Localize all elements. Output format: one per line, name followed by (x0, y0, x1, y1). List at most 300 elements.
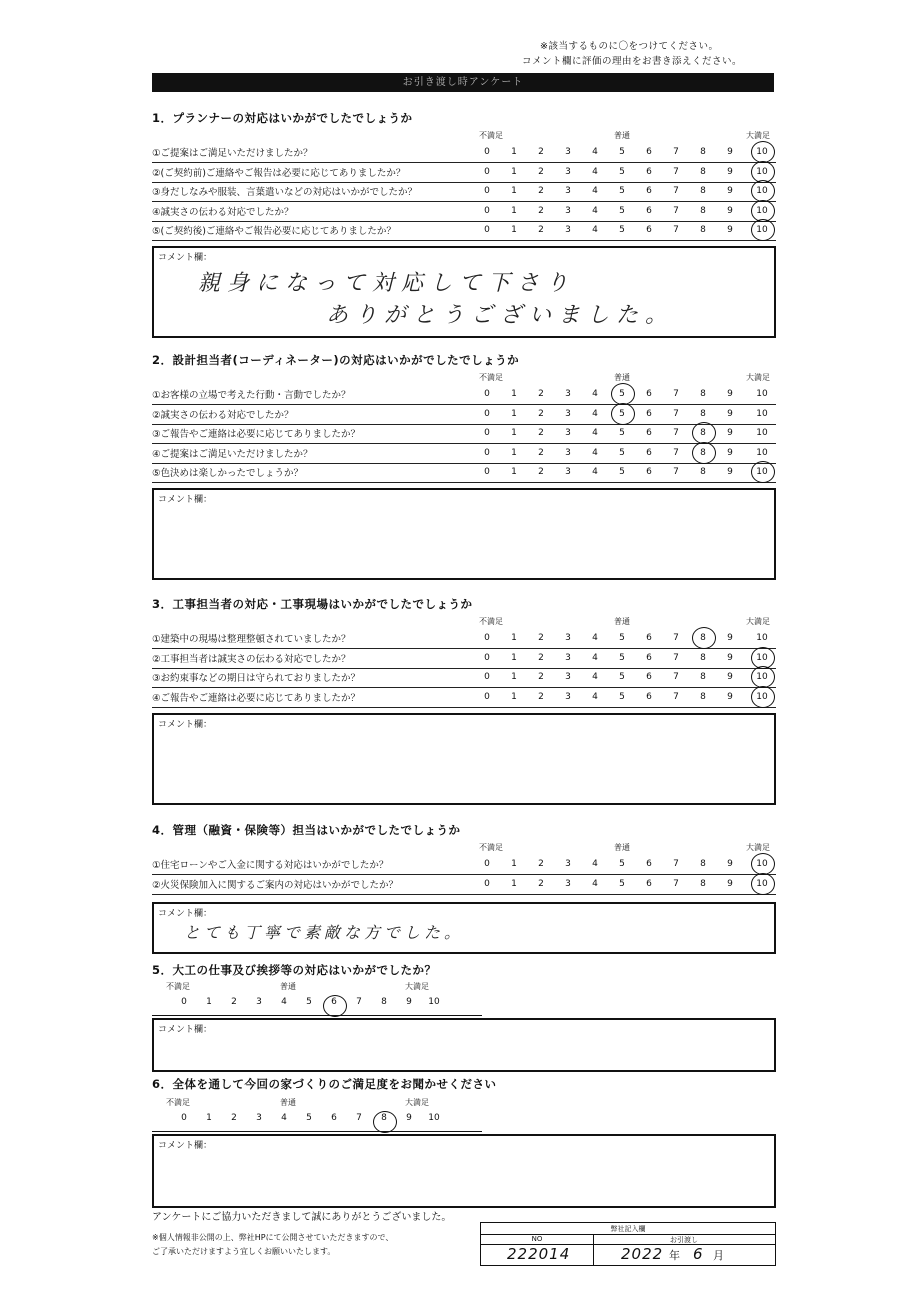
rating-option-8[interactable]: 8 (700, 652, 706, 663)
rating-option-0[interactable]: 0 (484, 878, 490, 889)
selected-rating-circle (611, 403, 635, 425)
rating-option-7[interactable]: 7 (356, 997, 362, 1007)
rating-option-2[interactable]: 2 (538, 408, 544, 419)
scale-underline (152, 1131, 482, 1132)
rating-option-3[interactable]: 3 (565, 428, 571, 438)
rating-option-1[interactable]: 1 (511, 447, 517, 458)
question-row (152, 855, 776, 875)
thanks-text: アンケートにご協力いただきまして誠にありがとうございました。 (152, 1212, 452, 1223)
rating-option-4[interactable]: 4 (592, 225, 598, 235)
rating-option-3[interactable]: 3 (256, 1113, 262, 1123)
scale-label-mid: 普通 (614, 617, 630, 626)
rating-option-6[interactable]: 6 (331, 997, 337, 1007)
rating-option-8[interactable]: 8 (700, 205, 706, 216)
rating-option-9[interactable]: 9 (727, 447, 733, 458)
question-text: ①建築中の現場は整理整頓されていましたか？ (152, 634, 351, 645)
selected-rating-circle (692, 627, 716, 649)
rating-option-9[interactable]: 9 (727, 878, 733, 889)
selected-rating-circle (751, 219, 775, 241)
rating-option-1[interactable]: 1 (511, 428, 517, 438)
rating-option-0[interactable]: 0 (484, 428, 490, 438)
selected-rating-circle (751, 461, 775, 483)
rating-option-2[interactable]: 2 (538, 447, 544, 458)
rating-option-10[interactable]: 10 (756, 166, 768, 177)
selected-rating-circle (751, 686, 775, 708)
scale-label-low: 不満足 (166, 1098, 190, 1107)
rating-option-3[interactable]: 3 (565, 186, 571, 196)
rating-option-4[interactable]: 4 (592, 428, 598, 438)
rating-option-4[interactable]: 4 (592, 691, 598, 702)
rating-option-8[interactable]: 8 (700, 428, 706, 438)
rating-option-2[interactable]: 2 (538, 878, 544, 889)
rating-option-8[interactable]: 8 (700, 166, 706, 177)
rating-option-5[interactable]: 5 (619, 672, 625, 682)
rating-option-6[interactable]: 6 (646, 428, 652, 438)
rating-option-5[interactable]: 5 (619, 225, 625, 235)
rating-option-3[interactable]: 3 (565, 408, 571, 419)
selected-rating-circle (373, 1111, 397, 1133)
question-text: ⑤色決めは楽しかったでしょうか？ (152, 468, 304, 479)
rating-option-6[interactable]: 6 (646, 225, 652, 235)
question-text: ③身だしなみや服装、言葉遣いなどの対応はいかがでしたか？ (152, 187, 418, 198)
comment-box[interactable] (152, 1134, 776, 1208)
rating-option-1[interactable]: 1 (511, 205, 517, 216)
privacy-note-1: ※個人情報非公開の上、弊社HPにて公開させていただきますので、 (152, 1233, 394, 1242)
rating-option-5[interactable]: 5 (306, 1113, 312, 1123)
rating-option-6[interactable]: 6 (646, 447, 652, 458)
rating-option-6[interactable]: 6 (646, 652, 652, 663)
comment-box[interactable] (152, 488, 776, 580)
rating-option-5[interactable]: 5 (619, 652, 625, 663)
rating-option-0[interactable]: 0 (484, 389, 490, 399)
rating-option-7[interactable]: 7 (673, 633, 679, 643)
rating-option-4[interactable]: 4 (281, 997, 287, 1007)
question-row (152, 668, 776, 688)
handwritten-comment: 親身になって対応して下さり (198, 271, 576, 296)
rating-option-5[interactable]: 5 (619, 859, 625, 869)
rating-option-6[interactable]: 6 (646, 389, 652, 399)
rating-option-7[interactable]: 7 (673, 878, 679, 889)
rating-option-9[interactable]: 9 (727, 166, 733, 177)
rating-option-3[interactable]: 3 (565, 859, 571, 869)
scale-label-high: 大満足 (405, 1098, 429, 1107)
question-row (152, 688, 776, 708)
rating-option-6[interactable]: 6 (646, 672, 652, 682)
rating-option-10[interactable]: 10 (756, 389, 768, 399)
rating-option-5[interactable]: 5 (619, 186, 625, 196)
scale-label-mid: 普通 (614, 373, 630, 382)
rating-option-4[interactable]: 4 (592, 633, 598, 643)
rating-option-0[interactable]: 0 (484, 467, 490, 477)
rating-option-2[interactable]: 2 (538, 428, 544, 438)
rating-option-4[interactable]: 4 (592, 408, 598, 419)
rating-option-9[interactable]: 9 (727, 186, 733, 196)
rating-option-1[interactable]: 1 (206, 997, 212, 1007)
comment-label: コメント欄： (158, 1141, 213, 1151)
comment-box[interactable] (152, 246, 776, 338)
rating-option-7[interactable]: 7 (673, 428, 679, 438)
scale-label-low: 不満足 (479, 131, 503, 140)
question-text: ③お約束事などの期日は守られておりましたか？ (152, 673, 361, 684)
q6-title: 6．全体を通して今回の家づくりのご満足度をお聞かせください (152, 1077, 497, 1091)
rating-option-9[interactable]: 9 (727, 691, 733, 702)
rating-option-0[interactable]: 0 (484, 225, 490, 235)
rating-option-7[interactable]: 7 (673, 205, 679, 216)
scale-label-mid: 普通 (280, 1098, 296, 1107)
rating-option-6[interactable]: 6 (646, 859, 652, 869)
rating-option-8[interactable]: 8 (700, 672, 706, 682)
rating-option-7[interactable]: 7 (673, 147, 679, 157)
rating-option-3[interactable]: 3 (565, 652, 571, 663)
comment-label: コメント欄： (158, 1025, 213, 1035)
rating-option-7[interactable]: 7 (673, 447, 679, 458)
handover-label: お引渡し (670, 1236, 698, 1244)
rating-option-9[interactable]: 9 (727, 389, 733, 399)
rating-option-8[interactable]: 8 (381, 1113, 387, 1123)
rating-option-5[interactable]: 5 (619, 467, 625, 477)
selected-rating-circle (611, 383, 635, 405)
rating-option-4[interactable]: 4 (592, 672, 598, 682)
instruction-note-1: ※該当するものに〇をつけてください。 (540, 41, 719, 52)
comment-box[interactable] (152, 902, 776, 954)
rating-option-7[interactable]: 7 (673, 859, 679, 869)
handover-month: 6 (693, 1245, 703, 1263)
rating-option-10[interactable]: 10 (756, 186, 768, 196)
rating-option-10[interactable]: 10 (756, 225, 768, 235)
question-text: ②火災保険加入に関するご案内の対応はいかがでしたか？ (152, 879, 399, 891)
rating-option-10[interactable]: 10 (756, 205, 768, 216)
rating-option-0[interactable]: 0 (484, 652, 490, 663)
rating-option-1[interactable]: 1 (206, 1113, 212, 1123)
rating-option-2[interactable]: 2 (538, 389, 544, 399)
rating-option-9[interactable]: 9 (727, 633, 733, 643)
question-row (152, 875, 776, 895)
rating-option-5[interactable]: 5 (619, 691, 625, 702)
rating-option-8[interactable]: 8 (700, 225, 706, 235)
rating-option-1[interactable]: 1 (511, 225, 517, 235)
rating-option-2[interactable]: 2 (538, 691, 544, 702)
rating-option-4[interactable]: 4 (592, 186, 598, 196)
question-row (152, 182, 776, 202)
rating-option-1[interactable]: 1 (511, 408, 517, 419)
rating-option-2[interactable]: 2 (538, 205, 544, 216)
rating-option-5[interactable]: 5 (619, 408, 625, 419)
rating-option-9[interactable]: 9 (406, 997, 412, 1007)
question-row (152, 444, 776, 464)
rating-option-8[interactable]: 8 (700, 447, 706, 458)
rating-option-0[interactable]: 0 (484, 186, 490, 196)
rating-option-0[interactable]: 0 (181, 997, 187, 1007)
rating-option-7[interactable]: 7 (673, 389, 679, 399)
rating-option-7[interactable]: 7 (673, 225, 679, 235)
rating-option-9[interactable]: 9 (406, 1113, 412, 1123)
rating-option-0[interactable]: 0 (484, 205, 490, 216)
survey-banner: お引き渡し時アンケート (152, 73, 774, 92)
question-text: ①ご提案はご満足いただけましたか？ (152, 148, 313, 159)
rating-option-3[interactable]: 3 (256, 997, 262, 1007)
rating-option-9[interactable]: 9 (727, 147, 733, 157)
selected-rating-circle (751, 873, 775, 895)
scale-label-low: 不満足 (479, 373, 503, 382)
rating-option-6[interactable]: 6 (646, 147, 652, 157)
rating-option-2[interactable]: 2 (538, 652, 544, 663)
rating-option-6[interactable]: 6 (646, 633, 652, 643)
question-row (152, 463, 776, 483)
rating-option-5[interactable]: 5 (306, 997, 312, 1007)
rating-option-2[interactable]: 2 (231, 1113, 237, 1123)
rating-option-9[interactable]: 9 (727, 672, 733, 682)
scale-label-mid: 普通 (614, 131, 630, 140)
rating-option-1[interactable]: 1 (511, 186, 517, 196)
rating-option-10[interactable]: 10 (428, 997, 440, 1007)
rating-option-4[interactable]: 4 (592, 878, 598, 889)
question-text: ①住宅ローンやご入金に関する対応はいかがでしたか？ (152, 860, 389, 871)
rating-option-10[interactable]: 10 (756, 447, 768, 458)
rating-option-0[interactable]: 0 (484, 408, 490, 419)
rating-option-7[interactable]: 7 (673, 691, 679, 702)
rating-option-8[interactable]: 8 (700, 408, 706, 419)
year-unit: 年 (669, 1249, 680, 1262)
rating-option-7[interactable]: 7 (356, 1113, 362, 1123)
comment-box[interactable] (152, 1018, 776, 1072)
rating-option-0[interactable]: 0 (181, 1113, 187, 1123)
rating-option-0[interactable]: 0 (484, 447, 490, 458)
rating-option-3[interactable]: 3 (565, 389, 571, 399)
question-row (152, 202, 776, 222)
rating-option-6[interactable]: 6 (646, 408, 652, 419)
rating-option-8[interactable]: 8 (700, 467, 706, 477)
rating-option-6[interactable]: 6 (646, 691, 652, 702)
rating-option-4[interactable]: 4 (592, 205, 598, 216)
rating-option-2[interactable]: 2 (538, 166, 544, 177)
rating-option-0[interactable]: 0 (484, 147, 490, 157)
selected-rating-circle (692, 422, 716, 444)
rating-option-8[interactable]: 8 (700, 878, 706, 889)
rating-option-3[interactable]: 3 (565, 166, 571, 177)
rating-option-5[interactable]: 5 (619, 147, 625, 157)
rating-option-9[interactable]: 9 (727, 859, 733, 869)
rating-option-6[interactable]: 6 (331, 1113, 337, 1123)
rating-option-1[interactable]: 1 (511, 691, 517, 702)
rating-option-10[interactable]: 10 (756, 147, 768, 157)
rating-option-2[interactable]: 2 (538, 186, 544, 196)
rating-option-6[interactable]: 6 (646, 467, 652, 477)
section-title: 3．工事担当者の対応・工事現場はいかがでしたでしょうか (152, 597, 473, 611)
rating-option-5[interactable]: 5 (619, 878, 625, 889)
privacy-note-2: ご了承いただけますよう宜しくお願いいたします。 (152, 1247, 336, 1256)
rating-option-1[interactable]: 1 (511, 672, 517, 682)
rating-option-10[interactable]: 10 (756, 878, 768, 889)
rating-option-1[interactable]: 1 (511, 633, 517, 643)
scale-label-low: 不満足 (479, 843, 503, 852)
rating-option-4[interactable]: 4 (592, 447, 598, 458)
rating-option-9[interactable]: 9 (727, 408, 733, 419)
question-text: ②(ご契約前)ご連絡やご報告は必要に応じてありましたか？ (152, 167, 406, 179)
scale-underline (152, 1015, 482, 1016)
rating-option-4[interactable]: 4 (592, 859, 598, 869)
rating-option-10[interactable]: 10 (756, 467, 768, 477)
rating-option-1[interactable]: 1 (511, 389, 517, 399)
office-use-box (480, 1222, 776, 1266)
rating-option-4[interactable]: 4 (281, 1113, 287, 1123)
handwritten-comment: ありがとうございました。 (326, 303, 675, 328)
rating-option-10[interactable]: 10 (756, 691, 768, 702)
comment-label: コメント欄： (158, 253, 213, 263)
rating-option-6[interactable]: 6 (646, 878, 652, 889)
question-row (152, 629, 776, 649)
rating-option-3[interactable]: 3 (565, 691, 571, 702)
scale-label-mid: 普通 (280, 982, 296, 991)
rating-option-3[interactable]: 3 (565, 633, 571, 643)
selected-rating-circle (692, 442, 716, 464)
question-row (152, 143, 776, 163)
question-row (152, 424, 776, 444)
rating-option-5[interactable]: 5 (619, 633, 625, 643)
scale-label-high: 大満足 (746, 131, 770, 140)
handwritten-comment: とても丁寧で素敵な方でした。 (184, 923, 465, 942)
question-text: ③ご報告やご連絡は必要に応じてありましたか？ (152, 429, 361, 440)
rating-option-0[interactable]: 0 (484, 672, 490, 682)
rating-option-9[interactable]: 9 (727, 428, 733, 438)
scale-label-low: 不満足 (166, 982, 190, 991)
rating-option-8[interactable]: 8 (700, 691, 706, 702)
rating-option-3[interactable]: 3 (565, 878, 571, 889)
rating-option-7[interactable]: 7 (673, 186, 679, 196)
rating-option-9[interactable]: 9 (727, 467, 733, 477)
rating-option-4[interactable]: 4 (592, 389, 598, 399)
rating-option-5[interactable]: 5 (619, 447, 625, 458)
rating-option-7[interactable]: 7 (673, 166, 679, 177)
rating-option-1[interactable]: 1 (511, 147, 517, 157)
rating-option-3[interactable]: 3 (565, 672, 571, 682)
rating-option-5[interactable]: 5 (619, 428, 625, 438)
rating-option-10[interactable]: 10 (756, 859, 768, 869)
rating-option-3[interactable]: 3 (565, 205, 571, 216)
question-text: ①お客様の立場で考えた行動・言動でしたか？ (152, 390, 351, 401)
no-value: 222014 (507, 1245, 571, 1263)
section-title: 1．プランナーの対応はいかがでしたでしょうか (152, 111, 413, 125)
rating-option-0[interactable]: 0 (484, 691, 490, 702)
rating-option-4[interactable]: 4 (592, 147, 598, 157)
comment-label: コメント欄： (158, 909, 213, 919)
rating-option-0[interactable]: 0 (484, 633, 490, 643)
rating-option-1[interactable]: 1 (511, 166, 517, 177)
rating-option-7[interactable]: 7 (673, 467, 679, 477)
comment-label: コメント欄： (158, 720, 213, 730)
selected-rating-circle (751, 141, 775, 163)
question-text: ④ご報告やご連絡は必要に応じてありましたか？ (152, 692, 361, 704)
rating-option-6[interactable]: 6 (646, 186, 652, 196)
rating-option-5[interactable]: 5 (619, 166, 625, 177)
rating-option-2[interactable]: 2 (538, 467, 544, 477)
question-text: ②工事担当者は誠実さの伝わる対応でしたか？ (152, 653, 351, 665)
rating-option-10[interactable]: 10 (756, 652, 768, 663)
rating-option-0[interactable]: 0 (484, 859, 490, 869)
scale-label-mid: 普通 (614, 843, 630, 852)
question-row (152, 163, 776, 183)
rating-option-3[interactable]: 3 (565, 467, 571, 477)
scale-label-high: 大満足 (746, 843, 770, 852)
rating-option-1[interactable]: 1 (511, 467, 517, 477)
rating-option-8[interactable]: 8 (381, 997, 387, 1007)
rating-option-4[interactable]: 4 (592, 467, 598, 477)
question-text: ④誠実さの伝わる対応でしたか？ (152, 206, 294, 218)
question-text: ⑤(ご契約後)ご連絡やご報告必要に応じてありましたか？ (152, 226, 396, 237)
rating-option-8[interactable]: 8 (700, 859, 706, 869)
rating-option-9[interactable]: 9 (727, 205, 733, 216)
rating-option-10[interactable]: 10 (756, 633, 768, 643)
section-title: 2．設計担当者(コーディネーター)の対応はいかがでしたでしょうか (152, 353, 520, 367)
scale-label-high: 大満足 (405, 982, 429, 991)
selected-rating-circle (323, 995, 347, 1017)
rating-option-10[interactable]: 10 (756, 408, 768, 419)
instruction-note-2: コメント欄に評価の理由をお書き添えください。 (522, 56, 743, 67)
rating-option-7[interactable]: 7 (673, 408, 679, 419)
comment-box[interactable] (152, 713, 776, 805)
q5-title: 5．大工の仕事及び挨拶等の対応はいかがでしたか？ (152, 963, 437, 977)
rating-option-3[interactable]: 3 (565, 447, 571, 458)
question-row (152, 385, 776, 405)
question-row (152, 221, 776, 241)
no-label: NO (531, 1235, 543, 1243)
rating-option-1[interactable]: 1 (511, 859, 517, 869)
question-row (152, 649, 776, 669)
rating-option-4[interactable]: 4 (592, 652, 598, 663)
scale-label-low: 不満足 (479, 617, 503, 626)
scale-label-high: 大満足 (746, 373, 770, 382)
rating-option-9[interactable]: 9 (727, 225, 733, 235)
rating-option-1[interactable]: 1 (511, 878, 517, 889)
rating-option-5[interactable]: 5 (619, 205, 625, 216)
rating-option-2[interactable]: 2 (538, 147, 544, 157)
scale-label-high: 大満足 (746, 617, 770, 626)
rating-option-7[interactable]: 7 (673, 652, 679, 663)
rating-option-2[interactable]: 2 (538, 859, 544, 869)
month-unit: 月 (713, 1249, 724, 1262)
rating-option-8[interactable]: 8 (700, 633, 706, 643)
rating-option-2[interactable]: 2 (538, 225, 544, 235)
rating-option-1[interactable]: 1 (511, 652, 517, 663)
rating-option-3[interactable]: 3 (565, 225, 571, 235)
selected-rating-circle (751, 853, 775, 875)
selected-rating-circle (751, 180, 775, 202)
rating-option-6[interactable]: 6 (646, 205, 652, 216)
rating-option-10[interactable]: 10 (756, 428, 768, 438)
rating-option-3[interactable]: 3 (565, 147, 571, 157)
rating-option-0[interactable]: 0 (484, 166, 490, 177)
handover-year: 2022 (621, 1245, 664, 1263)
rating-option-2[interactable]: 2 (538, 633, 544, 643)
rating-option-10[interactable]: 10 (756, 672, 768, 682)
rating-option-8[interactable]: 8 (700, 147, 706, 157)
rating-option-7[interactable]: 7 (673, 672, 679, 682)
rating-option-5[interactable]: 5 (619, 389, 625, 399)
rating-option-6[interactable]: 6 (646, 166, 652, 177)
rating-option-2[interactable]: 2 (538, 672, 544, 682)
section-title: 4．管理（融資・保険等）担当はいかがでしたでしょうか (152, 823, 461, 837)
question-row (152, 405, 776, 425)
rating-option-2[interactable]: 2 (231, 997, 237, 1007)
rating-option-8[interactable]: 8 (700, 389, 706, 399)
rating-option-10[interactable]: 10 (428, 1113, 440, 1123)
comment-label: コメント欄： (158, 495, 213, 505)
rating-option-4[interactable]: 4 (592, 166, 598, 177)
selected-rating-circle (751, 666, 775, 688)
office-use-label: 弊社記入欄 (610, 1225, 646, 1233)
rating-option-9[interactable]: 9 (727, 652, 733, 663)
rating-option-8[interactable]: 8 (700, 186, 706, 196)
question-text: ④ご提案はご満足いただけましたか？ (152, 448, 313, 460)
